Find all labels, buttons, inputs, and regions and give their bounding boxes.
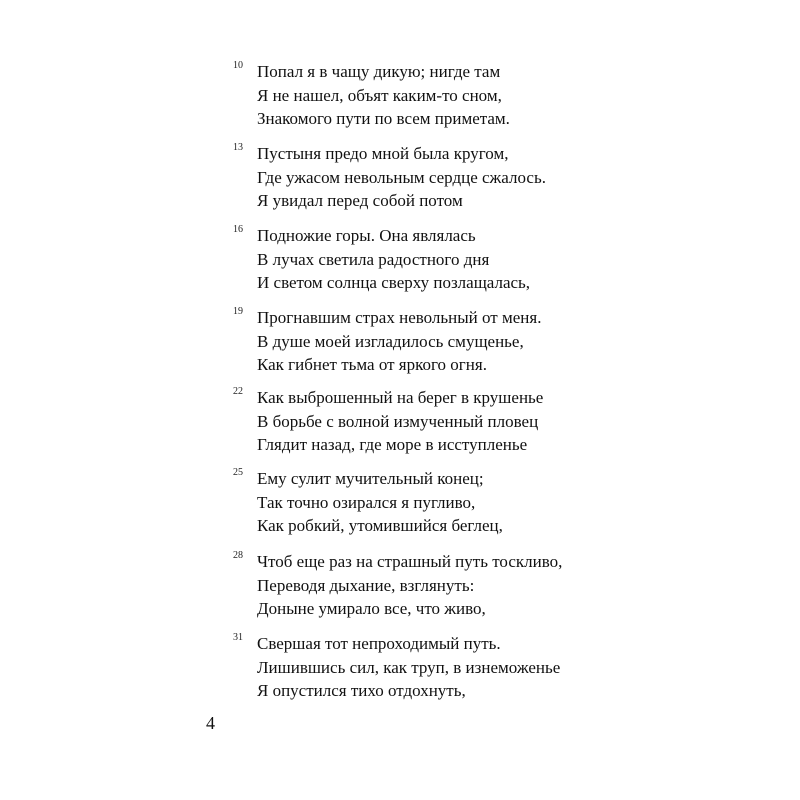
verse-line: В борьбе с волной измученный пловец bbox=[257, 411, 539, 431]
verse-line: Пустыня предо мной была кругом, bbox=[257, 144, 509, 163]
verse-line: Переводя дыхание, взглянуть: bbox=[257, 575, 475, 595]
verse-number: 16 bbox=[233, 224, 243, 235]
verse-line: Как выброшенный на берег в крушенье bbox=[257, 388, 544, 407]
verse-line: Подножие горы. Она являлась bbox=[257, 226, 476, 245]
verse-line: Я опустился тихо отдохнуть, bbox=[257, 681, 466, 700]
stanza bbox=[233, 224, 531, 295]
stanza bbox=[233, 467, 503, 538]
verse-line: Как робкий, утомившийся беглец, bbox=[257, 516, 503, 535]
verse-line: В душе моей изгладилось смущенье, bbox=[257, 331, 524, 351]
verse-line: Где ужасом невольным сердце сжалось. bbox=[257, 167, 546, 187]
stanza bbox=[233, 550, 563, 621]
verse-line: Свершая тот непроходимый путь. bbox=[257, 634, 501, 653]
verse-line: Знакомого пути по всем приметам. bbox=[257, 109, 510, 128]
verse-line: Я не нашел, объят каким-то сном, bbox=[257, 85, 502, 105]
verse-line: Как гибнет тьма от яркого огня. bbox=[257, 355, 487, 374]
stanza bbox=[233, 386, 544, 457]
verse-line: Попал я в чащу дикую; нигде там bbox=[257, 62, 501, 81]
verse-number: 10 bbox=[233, 60, 243, 71]
stanza bbox=[233, 306, 542, 377]
stanza bbox=[233, 142, 546, 213]
verse-line: Так точно озирался я пугливо, bbox=[257, 492, 476, 512]
verse-number: 22 bbox=[233, 386, 243, 397]
verse-number: 13 bbox=[233, 142, 243, 153]
verse-line: Чтоб еще раз на страшный путь тоскливо, bbox=[257, 552, 563, 571]
stanza bbox=[233, 60, 510, 131]
verse-line: Глядит назад, где море в исступленье bbox=[257, 435, 528, 454]
verse-line: Ему сулит мучительный конец; bbox=[257, 469, 484, 488]
verse-line: Доныне умирало все, что живо, bbox=[257, 599, 486, 618]
stanza bbox=[233, 632, 561, 703]
verse-line: Я увидал перед собой потом bbox=[257, 191, 463, 210]
verse-number: 31 bbox=[233, 632, 243, 643]
verse-line: И светом солнца сверху позлащалась, bbox=[257, 273, 531, 292]
verse-line: В лучах светила радостного дня bbox=[257, 249, 490, 269]
verse-number: 28 bbox=[233, 550, 243, 561]
verse-number: 25 bbox=[233, 467, 243, 478]
verse-number: 19 bbox=[233, 306, 243, 317]
verse-line: Лишившись сил, как труп, в изнеможенье bbox=[257, 657, 561, 677]
page-number: 4 bbox=[206, 713, 215, 733]
verse-line: Прогнавшим страх невольный от меня. bbox=[257, 308, 542, 327]
